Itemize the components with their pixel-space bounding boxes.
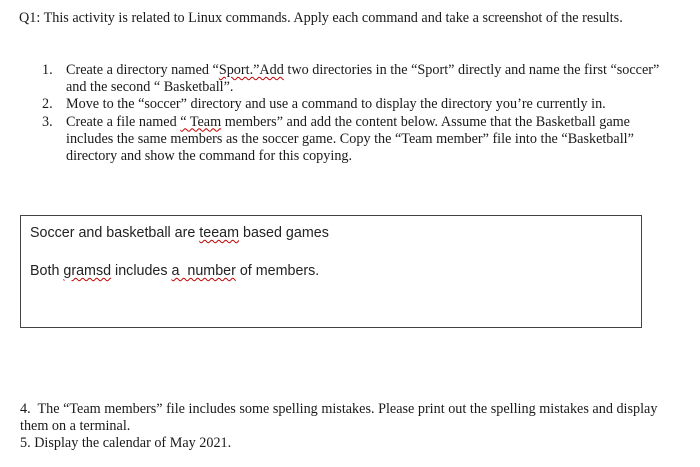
file-content-box [20,215,642,328]
content-text: Soccer and basketball are [30,225,200,241]
spellcheck-flagged-word: a number [171,263,236,279]
spellcheck-flagged-word: teeam [199,225,240,241]
content-text: Both [30,263,64,279]
spellcheck-flagged-word: Sport.”Add [218,62,284,78]
file-content-line-2 [30,263,319,279]
task-list [42,62,662,165]
content-text: of members. [235,263,320,279]
task-item-3 [42,114,662,166]
question-intro: Q1: This activity is related to Linux commands. Apply each command and take a screenshot of the results. [19,10,623,26]
task-text: members” and add the content below. Assume that the Basketball game includes the same members as the soccer game. Copy the “Team member” file into the “Basketball” directory and show the command for this copying. [66,113,634,165]
task-text: Create a directory named “ [66,62,219,78]
task-item-4: 4. The “Team members” file includes some spelling mistakes. Please print out the spelling mistakes and display them on a terminal. [20,401,661,434]
task-item-5: 5. Display the calendar of May 2021. [20,435,232,451]
task-text: Move to the “soccer” directory and use a command to display the directory you’re currently in. [66,96,606,113]
file-content-line-1 [30,225,329,241]
content-text: includes [111,263,172,279]
task-number: 3. [42,113,53,130]
spellcheck-flagged-word: “ Team [180,113,222,130]
task-text: Create a file named [66,113,181,130]
task-number: 1. [42,62,53,78]
spellcheck-flagged-word: gramsd [63,263,112,279]
task-text: two directories in the “Sport” directly and name the first “soccer” and the second “ Basketball”. [66,62,660,96]
task-number: 2. [42,96,53,113]
bottom-tasks [20,401,670,452]
task-item-2 [42,96,662,113]
content-text: based games [239,225,329,241]
task-item-1 [42,62,662,96]
